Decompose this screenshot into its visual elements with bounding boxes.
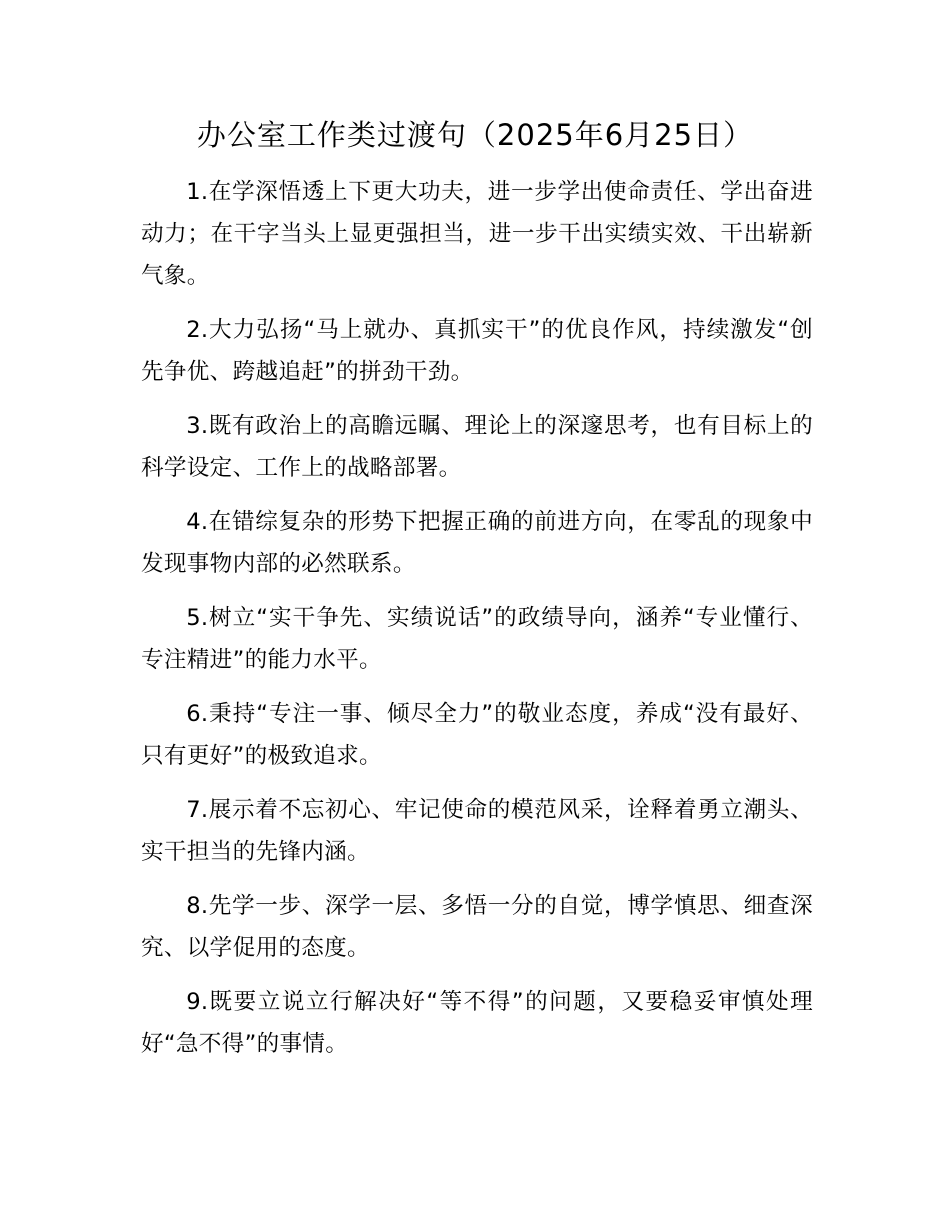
document-body [141, 171, 813, 1077]
paragraph-9: 9.既要立说立行解决好“等不得”的问题，又要稳妥审慎处理好“急不得”的事情。 [141, 989, 813, 1057]
paragraph-2: 2.大力弘扬“马上就办、真抓实干”的优良作风，持续激发“创先争优、跨越追赶”的拼劲干劲。 [141, 317, 813, 385]
paragraph-5: 5.树立“实干争先、实绩说话”的政绩导向，涵养“专业懂行、专注精进”的能力水平。 [141, 605, 813, 673]
paragraph-1: 1.在学深悟透上下更大功夫，进一步学出使命责任、学出奋进动力；在干字当头上显更强担当，进一步干出实绩实效、干出崭新气象。 [141, 179, 813, 289]
document-title: 办公室工作类过渡句（2025年6月25日） [196, 118, 754, 152]
paragraph-6: 6.秉持“专注一事、倾尽全力”的敬业态度，养成“没有最好、只有更好”的极致追求。 [141, 701, 813, 769]
paragraph-8: 8.先学一步、深学一层、多悟一分的自觉，博学慎思、细查深究、以学促用的态度。 [141, 893, 813, 961]
paragraph-7: 7.展示着不忘初心、牢记使命的模范风采，诠释着勇立潮头、实干担当的先锋内涵。 [141, 797, 813, 865]
paragraph-3: 3.既有政治上的高瞻远瞩、理论上的深邃思考，也有目标上的科学设定、工作上的战略部署。 [141, 413, 813, 481]
paragraph-4: 4.在错综复杂的形势下把握正确的前进方向，在零乱的现象中发现事物内部的必然联系。 [141, 509, 813, 577]
